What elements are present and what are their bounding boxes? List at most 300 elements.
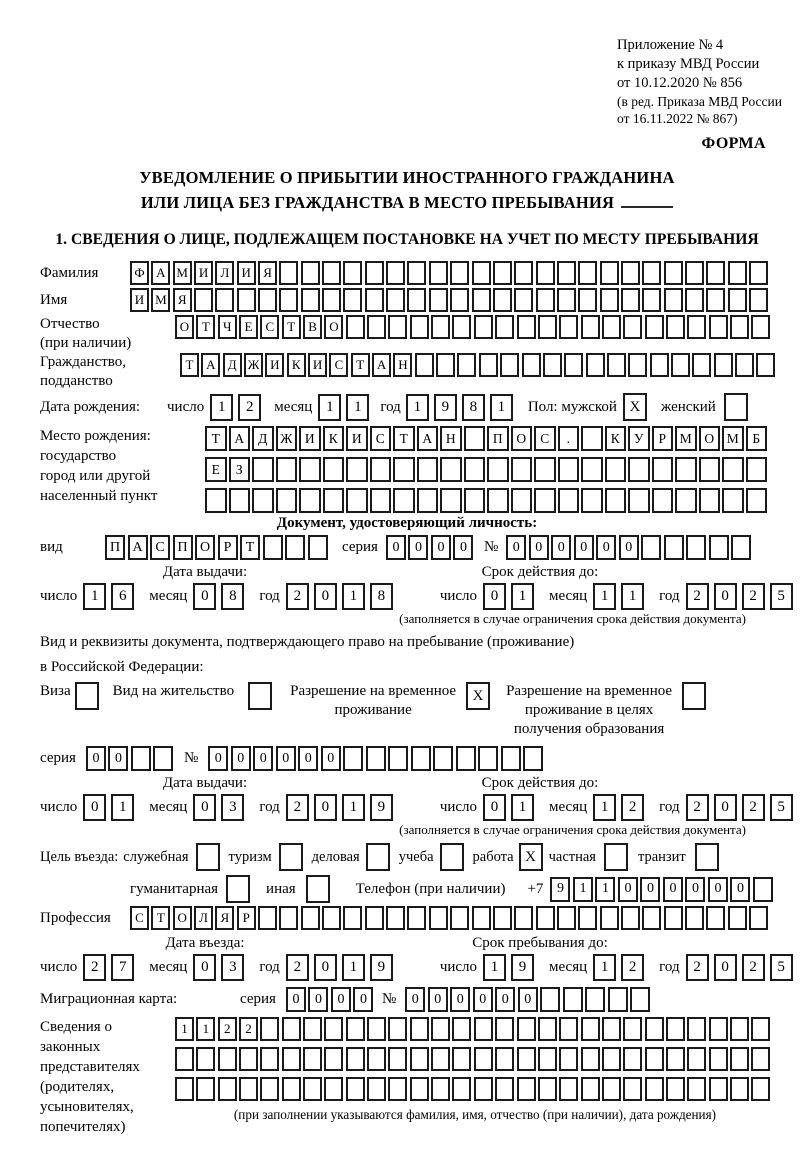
char-cell[interactable] [285, 535, 305, 560]
char-cell[interactable]: 0 [551, 535, 571, 560]
permit-valid-month-cells[interactable] [593, 794, 649, 821]
char-cell[interactable] [229, 488, 251, 513]
char-cell[interactable]: 1 [595, 877, 615, 902]
char-cell[interactable]: 0 [193, 954, 216, 981]
char-cell[interactable]: 2 [286, 794, 309, 821]
char-cell[interactable] [431, 315, 450, 339]
char-cell[interactable] [722, 488, 744, 513]
char-cell[interactable]: И [130, 288, 149, 312]
char-cell[interactable] [456, 746, 476, 771]
char-cell[interactable] [308, 535, 328, 560]
char-cell[interactable] [464, 426, 486, 451]
name-cells[interactable] [130, 288, 770, 312]
char-cell[interactable] [411, 746, 431, 771]
char-cell[interactable] [607, 353, 626, 377]
char-cell[interactable]: 6 [111, 583, 134, 610]
char-cell[interactable] [260, 1047, 279, 1071]
birth-place-row2-cells[interactable] [205, 457, 769, 482]
char-cell[interactable] [472, 288, 491, 312]
char-cell[interactable] [279, 288, 298, 312]
char-cell[interactable] [645, 1047, 664, 1071]
char-cell[interactable] [730, 1077, 749, 1101]
char-cell[interactable] [559, 1077, 578, 1101]
char-cell[interactable]: 0 [619, 535, 639, 560]
char-cell[interactable] [365, 261, 384, 285]
char-cell[interactable]: 0 [193, 794, 216, 821]
char-cell[interactable] [621, 906, 640, 930]
char-cell[interactable]: О [195, 535, 215, 560]
char-cell[interactable]: Ж [244, 353, 263, 377]
char-cell[interactable] [628, 488, 650, 513]
char-cell[interactable] [675, 457, 697, 482]
char-cell[interactable]: 8 [462, 394, 485, 421]
char-cell[interactable]: 1 [83, 583, 106, 610]
char-cell[interactable] [559, 1047, 578, 1071]
char-cell[interactable]: С [260, 315, 279, 339]
entry-month-cells[interactable] [193, 954, 249, 981]
char-cell[interactable]: О [175, 315, 194, 339]
char-cell[interactable]: И [265, 353, 284, 377]
char-cell[interactable] [370, 457, 392, 482]
char-cell[interactable] [410, 1077, 429, 1101]
char-cell[interactable]: И [346, 426, 368, 451]
char-cell[interactable] [343, 746, 363, 771]
char-cell[interactable] [324, 1047, 343, 1071]
char-cell[interactable] [753, 877, 773, 902]
char-cell[interactable] [645, 1077, 664, 1101]
stay-year-cells[interactable] [686, 954, 798, 981]
char-cell[interactable] [493, 261, 512, 285]
char-cell[interactable]: Т [240, 535, 260, 560]
char-cell[interactable] [685, 906, 704, 930]
char-cell[interactable]: Т [180, 353, 199, 377]
char-cell[interactable] [479, 353, 498, 377]
char-cell[interactable]: 1 [593, 954, 616, 981]
char-cell[interactable] [386, 261, 405, 285]
char-cell[interactable] [645, 1017, 664, 1041]
char-cell[interactable] [322, 906, 341, 930]
char-cell[interactable] [751, 315, 770, 339]
passport-issue-month-cells[interactable] [193, 583, 249, 610]
char-cell[interactable] [493, 288, 512, 312]
char-cell[interactable] [687, 315, 706, 339]
char-cell[interactable] [429, 288, 448, 312]
char-cell[interactable]: Л [215, 261, 234, 285]
purpose-official-checkbox[interactable] [196, 843, 220, 871]
char-cell[interactable]: 1 [511, 794, 534, 821]
char-cell[interactable]: 2 [742, 954, 765, 981]
char-cell[interactable] [346, 315, 365, 339]
char-cell[interactable]: 2 [218, 1017, 237, 1041]
char-cell[interactable] [652, 457, 674, 482]
char-cell[interactable]: М [675, 426, 697, 451]
char-cell[interactable] [514, 906, 533, 930]
char-cell[interactable] [386, 906, 405, 930]
char-cell[interactable] [559, 315, 578, 339]
char-cell[interactable]: К [287, 353, 306, 377]
char-cell[interactable] [472, 906, 491, 930]
char-cell[interactable]: 1 [346, 394, 369, 421]
char-cell[interactable] [517, 1017, 536, 1041]
char-cell[interactable]: 2 [686, 954, 709, 981]
birth-place-row1-cells[interactable] [205, 426, 769, 451]
char-cell[interactable]: 9 [434, 394, 457, 421]
char-cell[interactable] [367, 315, 386, 339]
stay-day-cells[interactable] [483, 954, 539, 981]
char-cell[interactable] [196, 1077, 215, 1101]
char-cell[interactable]: Ж [276, 426, 298, 451]
char-cell[interactable] [301, 906, 320, 930]
permit-issue-month-cells[interactable] [193, 794, 249, 821]
char-cell[interactable] [699, 488, 721, 513]
entry-day-cells[interactable] [83, 954, 139, 981]
char-cell[interactable] [641, 535, 661, 560]
char-cell[interactable] [538, 1017, 557, 1041]
char-cell[interactable] [706, 906, 725, 930]
char-cell[interactable] [431, 1077, 450, 1101]
char-cell[interactable] [605, 457, 627, 482]
char-cell[interactable] [215, 288, 234, 312]
doc-type-cells[interactable] [105, 535, 330, 560]
char-cell[interactable] [322, 288, 341, 312]
char-cell[interactable] [194, 288, 213, 312]
permit-valid-year-cells[interactable] [686, 794, 798, 821]
char-cell[interactable] [429, 906, 448, 930]
char-cell[interactable] [664, 288, 683, 312]
char-cell[interactable] [586, 353, 605, 377]
char-cell[interactable]: 2 [238, 394, 261, 421]
char-cell[interactable] [436, 353, 455, 377]
char-cell[interactable]: 5 [770, 794, 793, 821]
char-cell[interactable] [252, 457, 274, 482]
char-cell[interactable]: У [628, 426, 650, 451]
char-cell[interactable] [417, 488, 439, 513]
char-cell[interactable] [495, 1017, 514, 1041]
char-cell[interactable] [452, 1077, 471, 1101]
char-cell[interactable] [650, 353, 669, 377]
char-cell[interactable]: О [699, 426, 721, 451]
char-cell[interactable] [534, 457, 556, 482]
char-cell[interactable] [600, 261, 619, 285]
char-cell[interactable]: 2 [621, 954, 644, 981]
char-cell[interactable] [282, 1047, 301, 1071]
char-cell[interactable]: 0 [730, 877, 750, 902]
char-cell[interactable] [175, 1047, 194, 1071]
char-cell[interactable] [602, 1077, 621, 1101]
char-cell[interactable] [671, 353, 690, 377]
purpose-transit-checkbox[interactable] [695, 843, 719, 871]
char-cell[interactable] [131, 746, 151, 771]
char-cell[interactable]: Б [746, 426, 768, 451]
char-cell[interactable]: 1 [342, 954, 365, 981]
char-cell[interactable]: 2 [686, 794, 709, 821]
char-cell[interactable] [709, 535, 729, 560]
char-cell[interactable]: И [237, 261, 256, 285]
char-cell[interactable]: 0 [353, 987, 373, 1012]
char-cell[interactable] [388, 315, 407, 339]
birth-year-cells[interactable] [406, 394, 518, 421]
char-cell[interactable]: 0 [314, 794, 337, 821]
permit-issue-day-cells[interactable] [83, 794, 139, 821]
char-cell[interactable]: 2 [742, 794, 765, 821]
passport-valid-month-cells[interactable] [593, 583, 649, 610]
passport-number-cells[interactable] [506, 535, 754, 560]
char-cell[interactable] [628, 457, 650, 482]
char-cell[interactable]: 1 [406, 394, 429, 421]
char-cell[interactable] [239, 1047, 258, 1071]
char-cell[interactable]: 0 [685, 877, 705, 902]
char-cell[interactable]: О [173, 906, 192, 930]
char-cell[interactable] [692, 353, 711, 377]
char-cell[interactable] [237, 288, 256, 312]
char-cell[interactable] [367, 1077, 386, 1101]
char-cell[interactable] [365, 906, 384, 930]
char-cell[interactable]: 0 [208, 746, 228, 771]
char-cell[interactable] [621, 288, 640, 312]
char-cell[interactable] [685, 261, 704, 285]
visa-checkbox[interactable] [75, 682, 99, 710]
char-cell[interactable] [557, 906, 576, 930]
char-cell[interactable] [600, 906, 619, 930]
char-cell[interactable] [558, 488, 580, 513]
char-cell[interactable] [452, 1047, 471, 1071]
char-cell[interactable]: 0 [193, 583, 216, 610]
char-cell[interactable] [367, 1017, 386, 1041]
migration-number-cells[interactable] [405, 987, 653, 1012]
char-cell[interactable]: А [417, 426, 439, 451]
char-cell[interactable] [493, 906, 512, 930]
char-cell[interactable]: Е [205, 457, 227, 482]
char-cell[interactable]: А [229, 426, 251, 451]
char-cell[interactable] [440, 457, 462, 482]
char-cell[interactable] [260, 1017, 279, 1041]
purpose-business-checkbox[interactable] [366, 843, 390, 871]
char-cell[interactable] [417, 457, 439, 482]
char-cell[interactable] [749, 288, 768, 312]
char-cell[interactable]: 9 [370, 794, 393, 821]
char-cell[interactable]: И [308, 353, 327, 377]
char-cell[interactable] [495, 315, 514, 339]
char-cell[interactable]: Т [151, 906, 170, 930]
char-cell[interactable]: 2 [239, 1017, 258, 1041]
char-cell[interactable]: 0 [495, 987, 515, 1012]
char-cell[interactable]: 2 [83, 954, 106, 981]
char-cell[interactable]: 0 [506, 535, 526, 560]
char-cell[interactable]: 1 [175, 1017, 194, 1041]
char-cell[interactable] [343, 288, 362, 312]
char-cell[interactable] [578, 261, 597, 285]
char-cell[interactable] [522, 353, 541, 377]
permit-series-cells[interactable] [86, 746, 176, 771]
char-cell[interactable] [388, 1047, 407, 1071]
representatives-row2-cells[interactable] [175, 1047, 775, 1071]
char-cell[interactable]: 0 [83, 794, 106, 821]
char-cell[interactable]: Л [194, 906, 213, 930]
char-cell[interactable]: Т [351, 353, 370, 377]
char-cell[interactable]: Е [239, 315, 258, 339]
char-cell[interactable]: 5 [770, 954, 793, 981]
char-cell[interactable] [600, 288, 619, 312]
char-cell[interactable] [464, 457, 486, 482]
char-cell[interactable] [299, 488, 321, 513]
passport-issue-day-cells[interactable] [83, 583, 139, 610]
char-cell[interactable] [175, 1077, 194, 1101]
char-cell[interactable] [664, 261, 683, 285]
char-cell[interactable]: 2 [286, 954, 309, 981]
char-cell[interactable]: 0 [574, 535, 594, 560]
char-cell[interactable] [538, 1047, 557, 1071]
char-cell[interactable] [346, 1077, 365, 1101]
permit-valid-day-cells[interactable] [483, 794, 539, 821]
temp-permit-checkbox[interactable]: X [466, 682, 490, 710]
char-cell[interactable] [367, 1047, 386, 1071]
char-cell[interactable] [324, 1077, 343, 1101]
char-cell[interactable]: 1 [196, 1017, 215, 1041]
char-cell[interactable]: 0 [231, 746, 251, 771]
char-cell[interactable] [388, 746, 408, 771]
char-cell[interactable]: 0 [473, 987, 493, 1012]
char-cell[interactable]: 0 [450, 987, 470, 1012]
char-cell[interactable]: 0 [596, 535, 616, 560]
char-cell[interactable]: 1 [342, 794, 365, 821]
char-cell[interactable] [578, 288, 597, 312]
char-cell[interactable]: Я [173, 288, 192, 312]
char-cell[interactable]: 1 [318, 394, 341, 421]
permit-issue-year-cells[interactable] [286, 794, 398, 821]
char-cell[interactable]: А [128, 535, 148, 560]
char-cell[interactable] [730, 315, 749, 339]
purpose-work-checkbox[interactable]: X [519, 843, 543, 871]
char-cell[interactable]: 2 [621, 794, 644, 821]
char-cell[interactable]: Н [393, 353, 412, 377]
char-cell[interactable]: М [173, 261, 192, 285]
char-cell[interactable]: 8 [370, 583, 393, 610]
char-cell[interactable] [450, 906, 469, 930]
char-cell[interactable] [452, 1017, 471, 1041]
char-cell[interactable] [258, 288, 277, 312]
char-cell[interactable] [602, 315, 621, 339]
sex-female-checkbox[interactable] [724, 393, 748, 421]
char-cell[interactable] [581, 488, 603, 513]
char-cell[interactable] [623, 1047, 642, 1071]
char-cell[interactable]: Ф [130, 261, 149, 285]
char-cell[interactable] [756, 353, 775, 377]
char-cell[interactable] [517, 1077, 536, 1101]
char-cell[interactable]: 0 [431, 535, 451, 560]
char-cell[interactable] [487, 488, 509, 513]
sex-male-checkbox[interactable]: X [623, 393, 647, 421]
char-cell[interactable] [346, 1047, 365, 1071]
char-cell[interactable] [511, 457, 533, 482]
char-cell[interactable]: 2 [286, 583, 309, 610]
char-cell[interactable]: М [722, 426, 744, 451]
char-cell[interactable] [472, 261, 491, 285]
char-cell[interactable] [652, 488, 674, 513]
char-cell[interactable]: С [534, 426, 556, 451]
char-cell[interactable]: А [372, 353, 391, 377]
residence-checkbox[interactable] [248, 682, 272, 710]
char-cell[interactable] [388, 1017, 407, 1041]
char-cell[interactable] [621, 261, 640, 285]
char-cell[interactable] [564, 353, 583, 377]
permit-number-cells[interactable] [208, 746, 546, 771]
char-cell[interactable] [365, 288, 384, 312]
char-cell[interactable] [746, 488, 768, 513]
char-cell[interactable] [346, 1017, 365, 1041]
char-cell[interactable] [450, 261, 469, 285]
char-cell[interactable] [709, 1047, 728, 1071]
char-cell[interactable] [685, 288, 704, 312]
char-cell[interactable]: 1 [621, 583, 644, 610]
char-cell[interactable] [410, 1047, 429, 1071]
char-cell[interactable] [393, 488, 415, 513]
char-cell[interactable]: 0 [321, 746, 341, 771]
char-cell[interactable] [450, 288, 469, 312]
char-cell[interactable]: П [105, 535, 125, 560]
char-cell[interactable] [746, 457, 768, 482]
citizenship-cells[interactable] [180, 353, 778, 377]
char-cell[interactable] [687, 1017, 706, 1041]
char-cell[interactable]: 0 [276, 746, 296, 771]
char-cell[interactable] [751, 1077, 770, 1101]
char-cell[interactable] [581, 1077, 600, 1101]
char-cell[interactable] [452, 315, 471, 339]
char-cell[interactable]: 0 [663, 877, 683, 902]
char-cell[interactable] [623, 1077, 642, 1101]
char-cell[interactable] [581, 315, 600, 339]
char-cell[interactable] [730, 1017, 749, 1041]
char-cell[interactable]: 0 [453, 535, 473, 560]
char-cell[interactable] [645, 315, 664, 339]
char-cell[interactable]: 0 [405, 987, 425, 1012]
char-cell[interactable] [343, 906, 362, 930]
char-cell[interactable]: 0 [708, 877, 728, 902]
char-cell[interactable] [563, 987, 583, 1012]
char-cell[interactable]: В [303, 315, 322, 339]
char-cell[interactable]: З [229, 457, 251, 482]
char-cell[interactable]: И [299, 426, 321, 451]
char-cell[interactable]: Я [215, 906, 234, 930]
purpose-tourism-checkbox[interactable] [279, 843, 303, 871]
char-cell[interactable]: 1 [111, 794, 134, 821]
char-cell[interactable]: . [558, 426, 580, 451]
char-cell[interactable]: Я [258, 261, 277, 285]
char-cell[interactable] [433, 746, 453, 771]
char-cell[interactable] [666, 1017, 685, 1041]
char-cell[interactable]: 3 [221, 954, 244, 981]
char-cell[interactable] [559, 1017, 578, 1041]
char-cell[interactable] [303, 1047, 322, 1071]
char-cell[interactable] [642, 261, 661, 285]
char-cell[interactable] [487, 457, 509, 482]
char-cell[interactable] [474, 315, 493, 339]
char-cell[interactable] [366, 746, 386, 771]
char-cell[interactable] [722, 457, 744, 482]
char-cell[interactable] [346, 457, 368, 482]
char-cell[interactable]: А [201, 353, 220, 377]
char-cell[interactable] [523, 746, 543, 771]
char-cell[interactable]: 1 [342, 583, 365, 610]
char-cell[interactable]: 0 [253, 746, 273, 771]
char-cell[interactable]: С [329, 353, 348, 377]
char-cell[interactable]: Т [205, 426, 227, 451]
phone-cells[interactable] [550, 877, 775, 902]
char-cell[interactable]: 9 [370, 954, 393, 981]
char-cell[interactable] [501, 746, 521, 771]
purpose-humanitarian-checkbox[interactable] [226, 875, 250, 903]
char-cell[interactable] [728, 906, 747, 930]
representatives-row3-cells[interactable] [175, 1077, 775, 1101]
